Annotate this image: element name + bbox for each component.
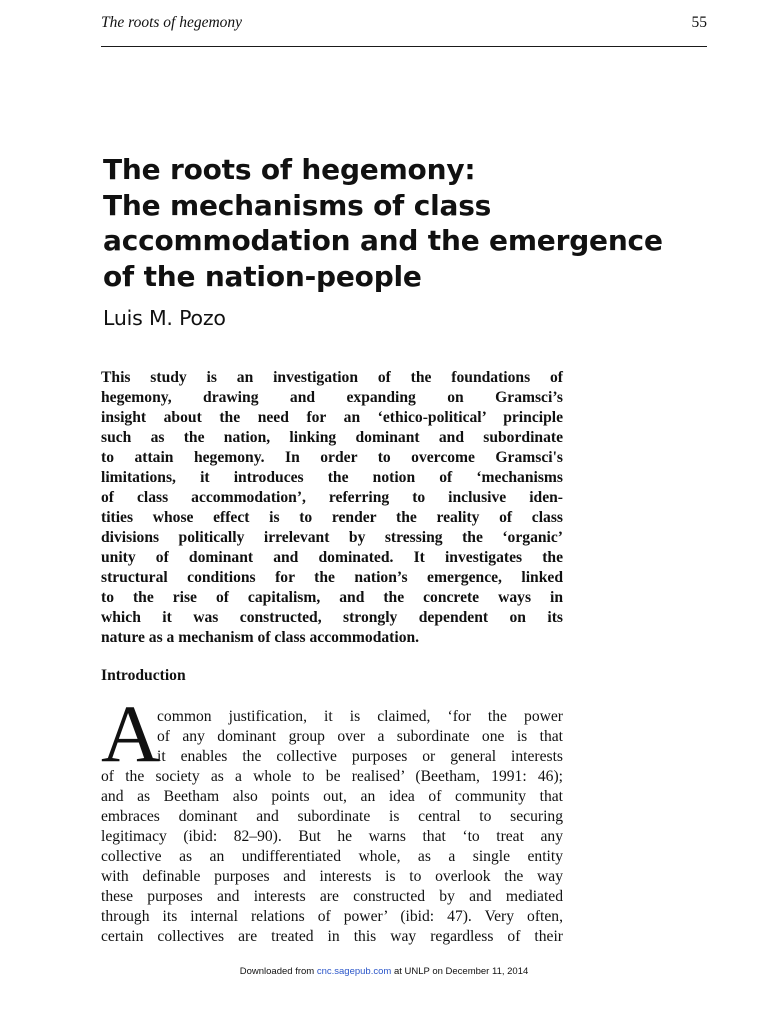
body-line: legitimacy (ibid: 82–90). But he warns that ‘to treat any [101,828,563,845]
abstract-line: which it was constructed, strongly dependent on its [101,609,563,626]
body-line: collective as an undifferentiated whole, as a single entity [101,848,563,865]
abstract [101,368,563,648]
introduction-body [101,707,563,947]
download-note-prefix: Downloaded from [239,966,317,977]
download-note [0,966,768,977]
page-number: 55 [691,14,707,31]
abstract-line: of class accommodation’, referring to inclusive iden- [101,489,563,506]
body-line: and as Beetham also points out, an idea of community that [101,788,563,805]
title-line: accommodation and the emergence [103,224,663,257]
abstract-line: nature as a mechanism of class accommodation. [101,629,420,646]
abstract-line: insight about the need for an ‘ethico-political’ principle [101,409,563,426]
body-line: it enables the collective purposes or general interests [157,748,563,765]
title-line: The mechanisms of class [103,188,492,222]
abstract-line: to the rise of capitalism, and the concrete ways in [101,589,563,606]
download-note-suffix: at UNLP on December 11, 2014 [391,966,529,977]
abstract-line: structural conditions for the nation’s emergence, linked [101,569,563,586]
abstract-line: limitations, it introduces the notion of ‘mechanisms [101,469,563,486]
body-line: through its internal relations of power’ (ibid: 47). Very often, [101,908,563,925]
body-line: certain collectives are treated in this way regardless of their [101,928,563,945]
body-line: of the society as a whole to be realised’ (Beetham, 1991: 46); [101,768,563,785]
abstract-line: to attain hegemony. In order to overcome Gramsci's [101,449,563,466]
body-line: common justification, it is claimed, ‘for the power [157,708,563,725]
abstract-line: divisions politically irrelevant by stressing the ‘organic’ [101,529,563,546]
running-head-title: The roots of hegemony [101,14,243,31]
section-heading-introduction: Introduction [101,667,186,684]
author-name: Luis M. Pozo [103,306,226,330]
body-line: with definable purposes and interests is to overlook the way [101,868,563,885]
drop-cap: A [101,688,161,779]
article-title [103,152,723,294]
body-line: of any dominant group over a subordinate one is that [157,728,563,745]
abstract-line: such as the nation, linking dominant and subordinate [101,429,563,446]
body-line: embraces dominant and subordinate is central to securing [101,808,563,825]
title-line: of the nation-people [103,259,422,293]
running-head [101,14,707,38]
abstract-line: unity of dominant and dominated. It investigates the [101,549,563,566]
header-rule [101,46,707,47]
abstract-line: This study is an investigation of the foundations of [101,369,563,386]
download-site-link[interactable]: cnc.sagepub.com [316,966,392,977]
abstract-line: tities whose effect is to render the reality of class [101,509,563,526]
title-line: The roots of hegemony: [103,153,476,186]
body-line: these purposes and interests are constructed by and mediated [101,888,563,905]
abstract-line: hegemony, drawing and expanding on Gramsci’s [101,389,563,406]
